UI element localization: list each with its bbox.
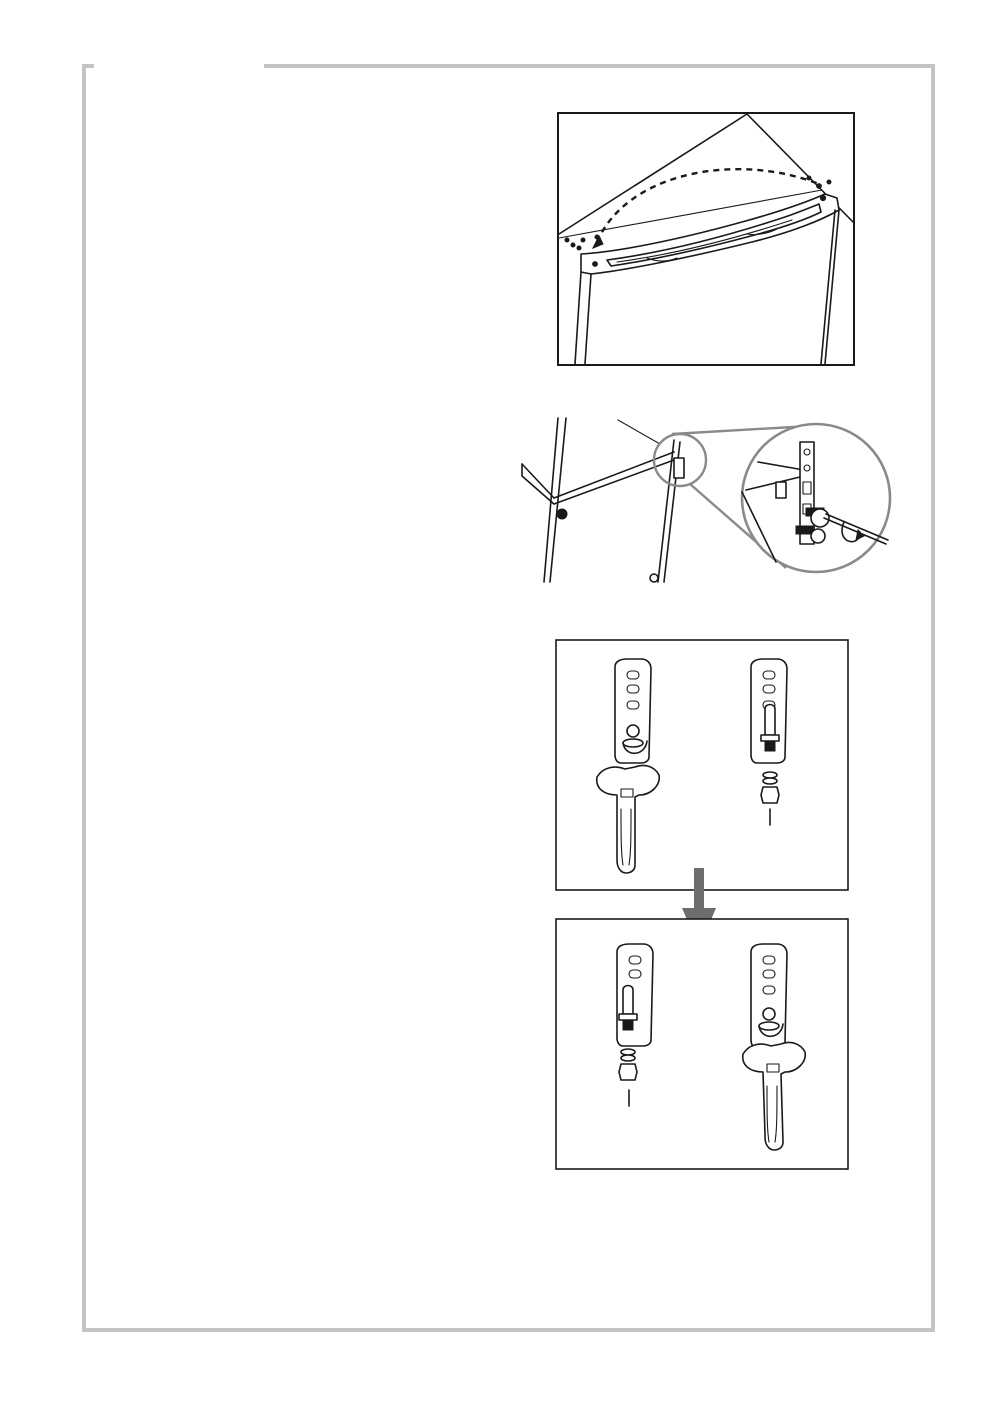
hinge-pin-wrench-diagram (555, 918, 849, 1170)
figure-hinge-pin-swap-after (555, 918, 849, 1170)
figure-top-hinge-cover (557, 112, 855, 366)
door-top-hole-swap-diagram (557, 112, 855, 366)
figure-hinge-screw-removal (514, 412, 894, 586)
hinge-bracket-zoom-diagram (514, 412, 894, 586)
hinge-pin-wrench-diagram (555, 639, 849, 891)
figure-hinge-pin-swap-before (555, 639, 849, 891)
